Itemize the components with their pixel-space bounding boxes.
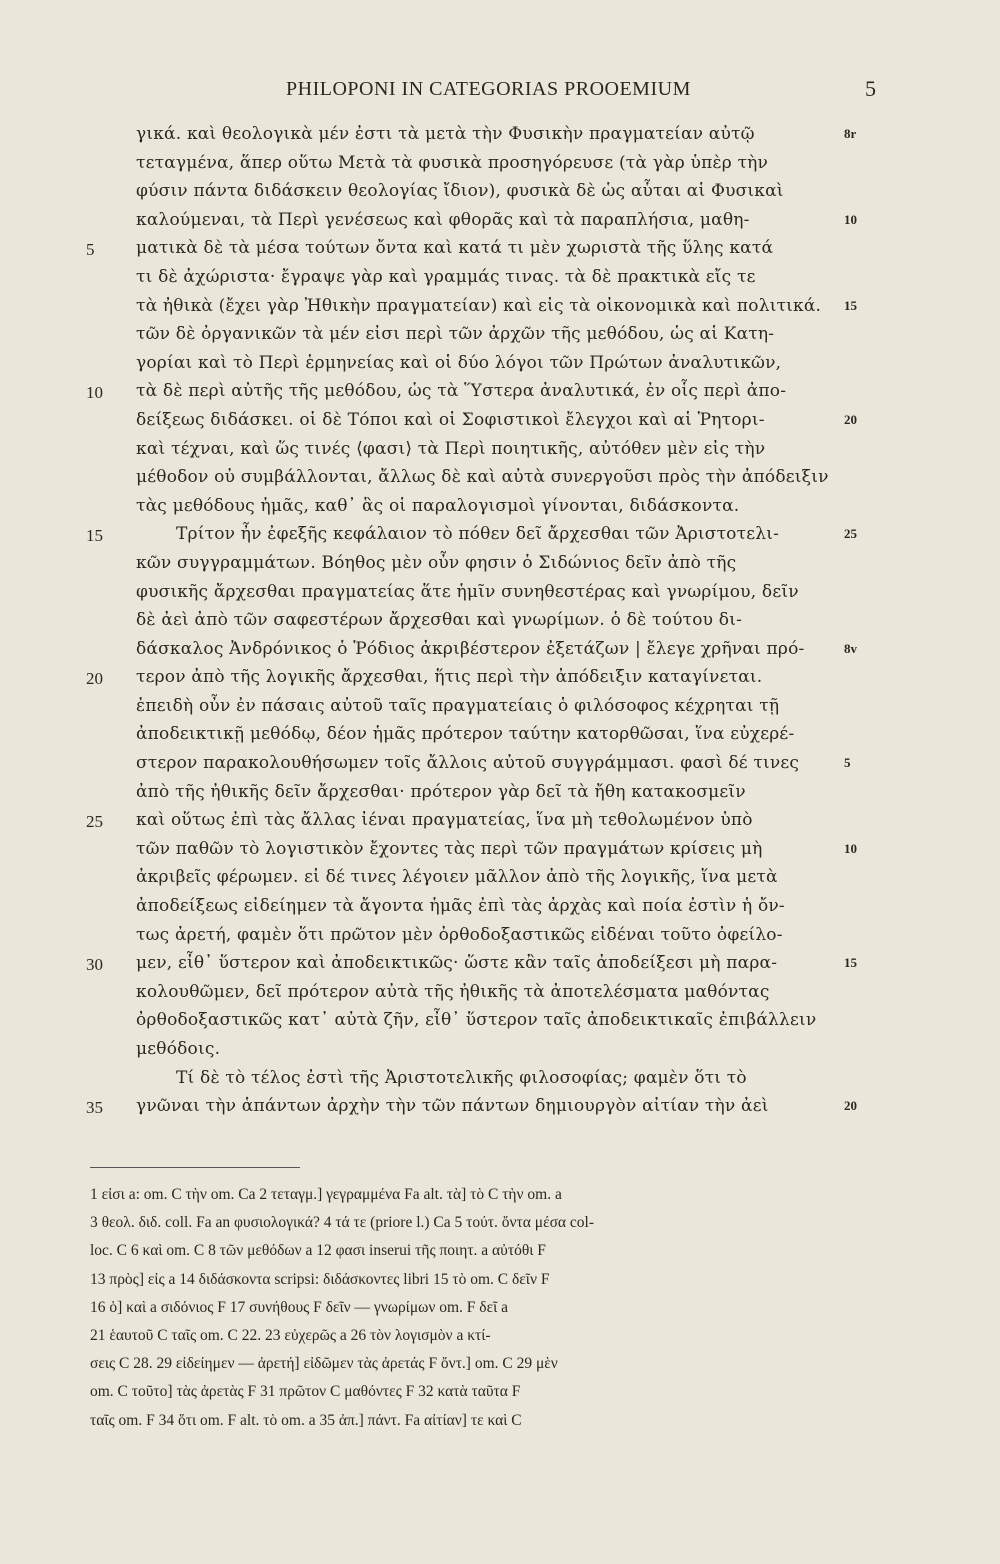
- text-line: [0, 437, 1000, 466]
- margin-reference: 15: [844, 955, 857, 971]
- line-text: κῶν συγγραμμάτων. Βόηθος μὲν οὖν φησιν ὁ Σιδώνιος δεῖν ἀπὸ τῆς: [136, 552, 737, 573]
- margin-reference: 20: [844, 1098, 857, 1114]
- apparatus-line: loc. C 6 καὶ om. C 8 τῶν μεθόδων a 12 φασι inserui τῆς ποιητ. a αὐτόθι F: [90, 1242, 546, 1260]
- line-text: καὶ τέχναι, καὶ ὥς τινές ⟨φασι⟩ τὰ Περὶ ποιητικῆς, αὐτόθεν μὲν εἰς τὴν: [136, 438, 766, 459]
- line-text: τερον ἀπὸ τῆς λογικῆς ἄρχεσθαι, ἥτις περὶ τὴν ἀπόδειξιν καταγίνεται.: [136, 667, 763, 688]
- text-line: [0, 665, 1000, 694]
- line-text: καλούμεναι, τὰ Περὶ γενέσεως καὶ φθορᾶς καὶ τὰ παραπλήσια, μαθη-: [136, 209, 750, 230]
- apparatus-line: 1 εἰσι a: om. C τὴν om. Ca 2 τεταγμ.] γεγραμμένα Fa alt. τὰ] τὸ C τὴν om. a: [90, 1186, 562, 1203]
- text-line: [0, 837, 1000, 866]
- line-text: φύσιν πάντα διδάσκειν θεολογίας ἴδιον), φυσικὰ δὲ ὡς αὗται αἱ Φυσικαὶ: [136, 181, 784, 202]
- line-text: Τρίτον ἦν ἐφεξῆς κεφάλαιον τὸ πόθεν δεῖ ἄρχεσθαι τῶν Ἀριστοτελι-: [176, 524, 780, 545]
- text-line: [0, 494, 1000, 523]
- margin-reference: 20: [844, 411, 857, 427]
- footnote-rule: [90, 1167, 300, 1168]
- line-text: τι δὲ ἀχώριστα· ἔγραψε γὰρ καὶ γραμμάς τινας. τὰ δὲ πρακτικὰ εἴς τε: [136, 266, 756, 287]
- line-text: Τί δὲ τὸ τέλος ἐστὶ τῆς Ἀριστοτελικῆς φιλοσοφίας; φαμὲν ὅτι τὸ: [176, 1067, 747, 1088]
- text-line: [0, 179, 1000, 208]
- text-line: [0, 923, 1000, 952]
- text-line: [0, 122, 1000, 151]
- line-text: κολουθῶμεν, δεῖ πρότερον αὐτὰ τῆς ἠθικῆς τὰ ἀποτελέσματα μαθόντας: [136, 981, 770, 1002]
- text-line: [0, 379, 1000, 408]
- text-line: [0, 151, 1000, 180]
- text-line: [0, 408, 1000, 437]
- line-text: τῶν παθῶν τὸ λογιστικὸν ἔχοντες τὰς περὶ τῶν πραγμάτων κρίσεις μὴ: [136, 838, 763, 859]
- line-text: δάσκαλος Ἀνδρόνικος ὁ Ῥόδιος ἀκριβέστερον ἐξετάζων | ἔλεγε χρῆναι πρό-: [136, 638, 805, 659]
- text-line: [0, 980, 1000, 1009]
- line-number: 35: [86, 1098, 103, 1118]
- text-line: [0, 608, 1000, 637]
- margin-reference: 5: [844, 755, 851, 771]
- apparatus-line: 3 θεολ. διδ. coll. Fa an φυσιολογικά? 4 τά τε (priore l.) Ca 5 τούτ. ὄντα μέσα col-: [90, 1214, 595, 1232]
- text-line: [0, 465, 1000, 494]
- text-line: [0, 351, 1000, 380]
- line-text: ἀπὸ τῆς ἠθικῆς δεῖν ἄρχεσθαι· πρότερον γὰρ δεῖ τὰ ἤθη κατακοσμεῖν: [136, 781, 746, 802]
- text-line: [0, 551, 1000, 580]
- line-text: ἀποδεικτικῇ μεθόδῳ, δέον ἡμᾶς πρότερον ταύτην κατορθῶσαι, ἵνα εὐχερέ-: [136, 724, 795, 745]
- text-line: [0, 1066, 1000, 1095]
- text-line: [0, 322, 1000, 351]
- line-text: μεν, εἶθ᾽ ὕστερον καὶ ἀποδεικτικῶς· ὥστε κἂν ταῖς ἀποδείξεσι μὴ παρα-: [136, 953, 778, 974]
- page-number: 5: [865, 76, 876, 101]
- text-line: [0, 236, 1000, 265]
- line-text: ἐπειδὴ οὖν ἐν πάσαις αὐτοῦ ταῖς πραγματείαις ὁ φιλόσοφος κέχρηται τῇ: [136, 695, 780, 716]
- line-text: γικά. καὶ θεολογικὰ μέν ἐστι τὰ μετὰ τὴν Φυσικὴν πραγματείαν αὐτῷ: [136, 124, 755, 144]
- margin-reference: 8r: [844, 126, 857, 141]
- apparatus-line: σεις C 28. 29 εἰδείημεν — ἀρετή] εἰδῶμεν τὰς ἀρετάς F ὄντ.] om. C 29 μὲν: [90, 1355, 558, 1373]
- line-text: φυσικῆς ἄρχεσθαι πραγματείας ἅτε ἡμῖν συνηθεστέρας καὶ γνωρίμου, δεῖν: [136, 581, 799, 602]
- line-text: γορίαι καὶ τὸ Περὶ ἑρμηνείας καὶ οἱ δύο λόγοι τῶν Πρώτων ἀναλυτικῶν,: [136, 352, 782, 373]
- line-text: μέθοδον οὐ συμβάλλονται, ἄλλως δὲ καὶ αὐτὰ συνεργοῦσι πρὸς τὴν ἀπόδειξιν: [136, 467, 829, 488]
- line-number: 15: [86, 526, 103, 546]
- line-text: ἀκριβεῖς φέρωμεν. εἰ δέ τινες λέγοιεν μᾶλλον ἀπὸ τῆς λογικῆς, ἵνα μετὰ: [136, 867, 778, 888]
- apparatus-line: ταῖς om. F 34 ὅτι om. F alt. τὸ om. a 35 ἀπ.] πάντ. Fa αἰτίαν] τε καὶ C: [90, 1411, 522, 1429]
- text-line: [0, 208, 1000, 237]
- text-line: [0, 265, 1000, 294]
- line-text: στερον παρακολουθήσωμεν τοῖς ἄλλοις αὐτοῦ συγγράμμασι. φασὶ δέ τινες: [136, 753, 800, 774]
- line-text: τὰ δὲ περὶ αὐτῆς τῆς μεθόδου, ὡς τὰ Ὕστερα ἀναλυτικά, ἐν οἷς περὶ ἀπο-: [136, 381, 787, 402]
- line-text: τῶν δὲ ὀργανικῶν τὰ μέν εἰσι περὶ τῶν ἀρχῶν τῆς μεθόδου, ὡς αἱ Κατη-: [136, 324, 775, 345]
- line-text: τως ἀρετή, φαμὲν ὅτι πρῶτον μὲν ὀρθοδοξαστικῶς εἰδέναι τοῦτο ὀφείλο-: [136, 924, 783, 945]
- margin-reference: 10: [844, 211, 857, 227]
- page-header: [136, 76, 876, 106]
- text-line: [0, 951, 1000, 980]
- apparatus-line: 16 ὁ] καὶ a σιδόνιος F 17 συνήθους F δεῖν — γνωρίμων om. F δεῖ a: [90, 1298, 509, 1316]
- text-line: [0, 780, 1000, 809]
- main-text: [0, 122, 1000, 1123]
- line-text: τὰς μεθόδους ἡμᾶς, καθ᾽ ἃς οἱ παραλογισμοὶ γίνονται, διδάσκοντα.: [136, 495, 740, 516]
- line-number: 10: [86, 383, 103, 403]
- text-line: [0, 751, 1000, 780]
- text-line: [0, 522, 1000, 551]
- text-line: [0, 294, 1000, 323]
- text-line: [0, 1008, 1000, 1037]
- text-line: [0, 808, 1000, 837]
- line-text: γνῶναι τὴν ἁπάντων ἀρχὴν τὴν τῶν πάντων δημιουργὸν αἰτίαν τὴν ἀεὶ: [136, 1096, 769, 1117]
- margin-reference: 15: [844, 297, 857, 313]
- line-text: μεθόδοις.: [136, 1039, 221, 1059]
- line-number: 20: [86, 669, 103, 689]
- running-head: PHILOPONI IN CATEGORIAS PROOEMIUM: [286, 78, 691, 100]
- apparatus-line: 21 ἑαυτοῦ C ταῖς om. C 22. 23 εὐχερῶς a 26 τὸν λογισμὸν a κτί-: [90, 1326, 491, 1344]
- text-line: [0, 1037, 1000, 1066]
- line-text: ματικὰ δὲ τὰ μέσα τούτων ὄντα καὶ κατά τι μὲν χωριστὰ τῆς ὕλης κατά: [136, 238, 774, 259]
- margin-reference: 25: [844, 526, 857, 542]
- line-text: δείξεως διδάσκει. οἱ δὲ Τόποι καὶ οἱ Σοφιστικοὶ ἔλεγχοι καὶ αἱ Ῥητορι-: [136, 409, 765, 430]
- line-text: ἀποδείξεως εἰδείημεν τὰ ἄγοντα ἡμᾶς ἐπὶ τὰς ἀρχὰς καὶ ποία ἐστὶν ἡ ὄν-: [136, 896, 785, 917]
- text-line: [0, 637, 1000, 666]
- line-text: ὀρθοδοξαστικῶς κατ᾽ αὐτὰ ζῆν, εἶθ᾽ ὕστερον ταῖς ἀποδεικτικαῖς ἐπιβάλλειν: [136, 1010, 817, 1031]
- text-line: [0, 894, 1000, 923]
- line-text: δὲ ἀεὶ ἀπὸ τῶν σαφεστέρων ἄρχεσθαι καὶ γνωρίμων. ὁ δὲ τούτου δι-: [136, 610, 743, 631]
- text-line: [0, 694, 1000, 723]
- text-line: [0, 1094, 1000, 1123]
- critical-apparatus: [90, 1186, 860, 1440]
- line-text: τὰ ἠθικὰ (ἔχει γὰρ Ἠθικὴν πραγματείαν) καὶ εἰς τὰ οἰκονομικὰ καὶ πολιτικά.: [136, 295, 822, 316]
- margin-reference: 10: [844, 840, 857, 856]
- line-number: 30: [86, 955, 103, 975]
- apparatus-line: 13 πρὸς] εἰς a 14 διδάσκοντα scripsi: διδάσκοντες libri 15 τὸ om. C δεῖν F: [90, 1270, 550, 1288]
- margin-reference: 8v: [844, 640, 857, 656]
- line-number: 5: [86, 240, 95, 260]
- text-line: [0, 580, 1000, 609]
- line-text: τεταγμένα, ἅπερ οὕτω Μετὰ τὰ φυσικὰ προσηγόρευσε (τὰ γὰρ ὑπὲρ τὴν: [136, 152, 769, 173]
- apparatus-line: om. C τοῦτο] τὰς ἀρετὰς F 31 πρῶτον C μαθόντες F 32 κατὰ ταῦτα F: [90, 1383, 521, 1401]
- text-line: [0, 865, 1000, 894]
- text-line: [0, 722, 1000, 751]
- line-text: καὶ οὕτως ἐπὶ τὰς ἄλλας ἰέναι πραγματείας, ἵνα μὴ τεθολωμένον ὑπὸ: [136, 810, 753, 831]
- line-number: 25: [86, 812, 103, 832]
